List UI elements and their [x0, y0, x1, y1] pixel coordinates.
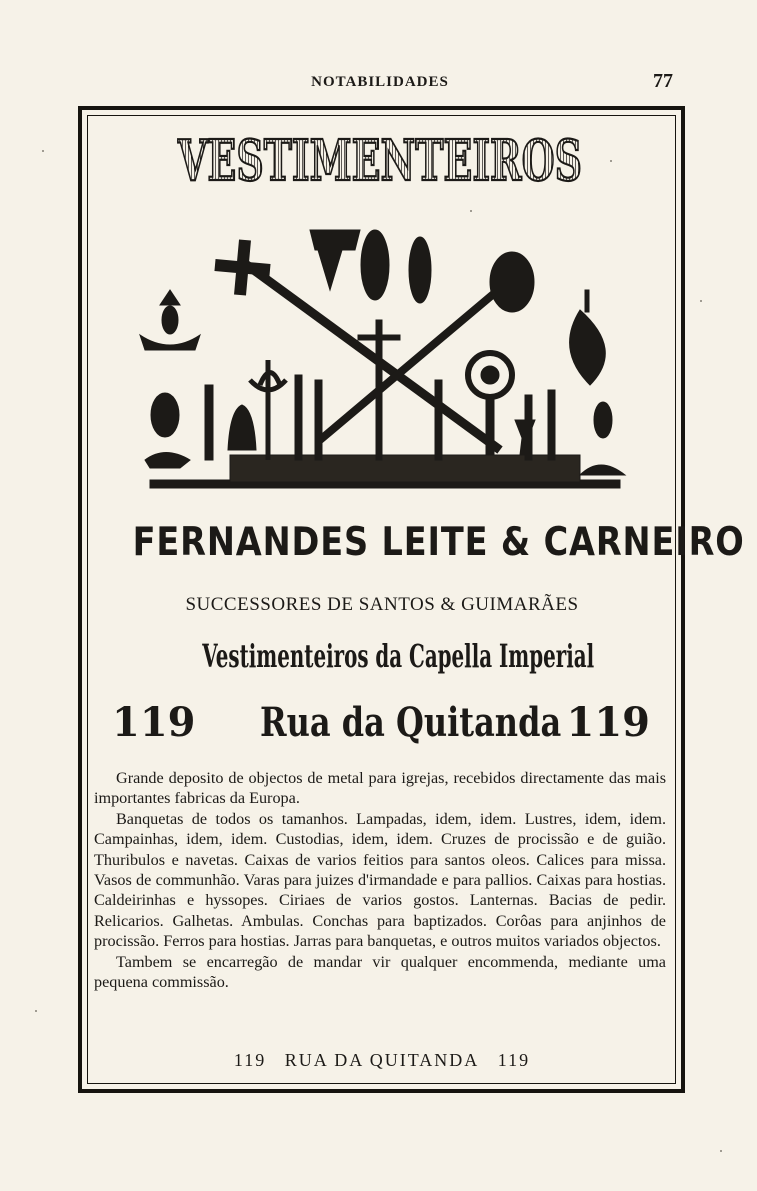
church-goods-engraving: [120, 210, 640, 500]
mace-staff-icon: [320, 280, 510, 440]
hanging-reliquary-icon: [409, 237, 431, 303]
address-line: [100, 699, 660, 749]
footer-address: [92, 1050, 672, 1071]
body-paragraph: Tambem se encarregão de mandar vir qualquer encommenda, mediante uma pequena commissão.: [94, 952, 666, 992]
candlestick-icon: [205, 385, 213, 460]
body-paragraph: Banquetas de todos os tamanhos. Lampadas, idem, idem. Lustres, idem, idem. Campainhas, idem, idem. Custodias, idem, idem. Cruzes de procissão e de guião. Thuribulos e navetas. Caixas de varios feitios para santos oleos. Calices para missa. Vasos de communhão. Varas para juizes d'irmandade e para pallios. Caixas para hostias. Caldeirinhas e hyssopes. Ciriaes de varios gostos. Lanternas. Bacias de pedir. Relicarios. Galhetas. Ambulas. Conchas para baptizados. Corôas para anjinhos de procissão. Ferros para hostias. Jarras para banquetas, e outros muitos variados objectos.: [94, 809, 666, 951]
firm-name: FERNANDES LEITE & CARNEIRO: [132, 520, 745, 565]
footer-number-left: 119: [233, 1050, 267, 1070]
headline-text: VESTIMENTEIROS: [177, 128, 582, 194]
crucifix-icon: [376, 320, 382, 460]
advert-body: [94, 768, 666, 992]
mace-head-icon: [490, 252, 534, 312]
page-number: 77: [653, 70, 673, 92]
chandelier-icon: [570, 310, 606, 385]
body-paragraph: Grande deposito de objectos de metal para igrejas, recebidos directamente das mais importantes fabricas da Europa.: [94, 769, 666, 808]
hanging-lamp-icon: [361, 230, 389, 300]
candlestick-icon: [295, 375, 302, 460]
headline-ornamental-lettering: [170, 128, 590, 194]
successors-line: SUCCESSORES DE SANTOS & GUIMARÃES: [185, 594, 579, 615]
holy-water-font-icon: [594, 402, 612, 438]
headline: [170, 128, 590, 194]
running-title: NOTABILIDADES: [311, 74, 449, 90]
banner-top-icon: [310, 230, 360, 250]
tassel-left-icon: [318, 250, 342, 290]
church-goods-illustration: [120, 210, 640, 500]
address-number-left: 119: [112, 699, 196, 746]
footer-number-right: 119: [497, 1050, 531, 1070]
reliquary-oval-icon: [151, 393, 179, 437]
address-street: Rua da Quitanda: [260, 699, 562, 746]
footer-street: RUA DA QUITANDA: [284, 1050, 480, 1070]
running-head: [0, 70, 757, 98]
candlestick-icon: [548, 390, 555, 460]
ewer-icon: [580, 465, 625, 475]
address-number-right: 119: [566, 699, 650, 746]
subtitle: Vestimenteiros da Capella Imperial: [202, 637, 595, 675]
candlestick-icon: [315, 380, 322, 460]
oil-lamp-icon: [145, 453, 190, 469]
cross-head-icon: [215, 240, 270, 295]
bell-icon: [228, 405, 256, 450]
candlestick-icon: [435, 380, 442, 460]
sanctuary-lamp-icon: [160, 290, 180, 305]
